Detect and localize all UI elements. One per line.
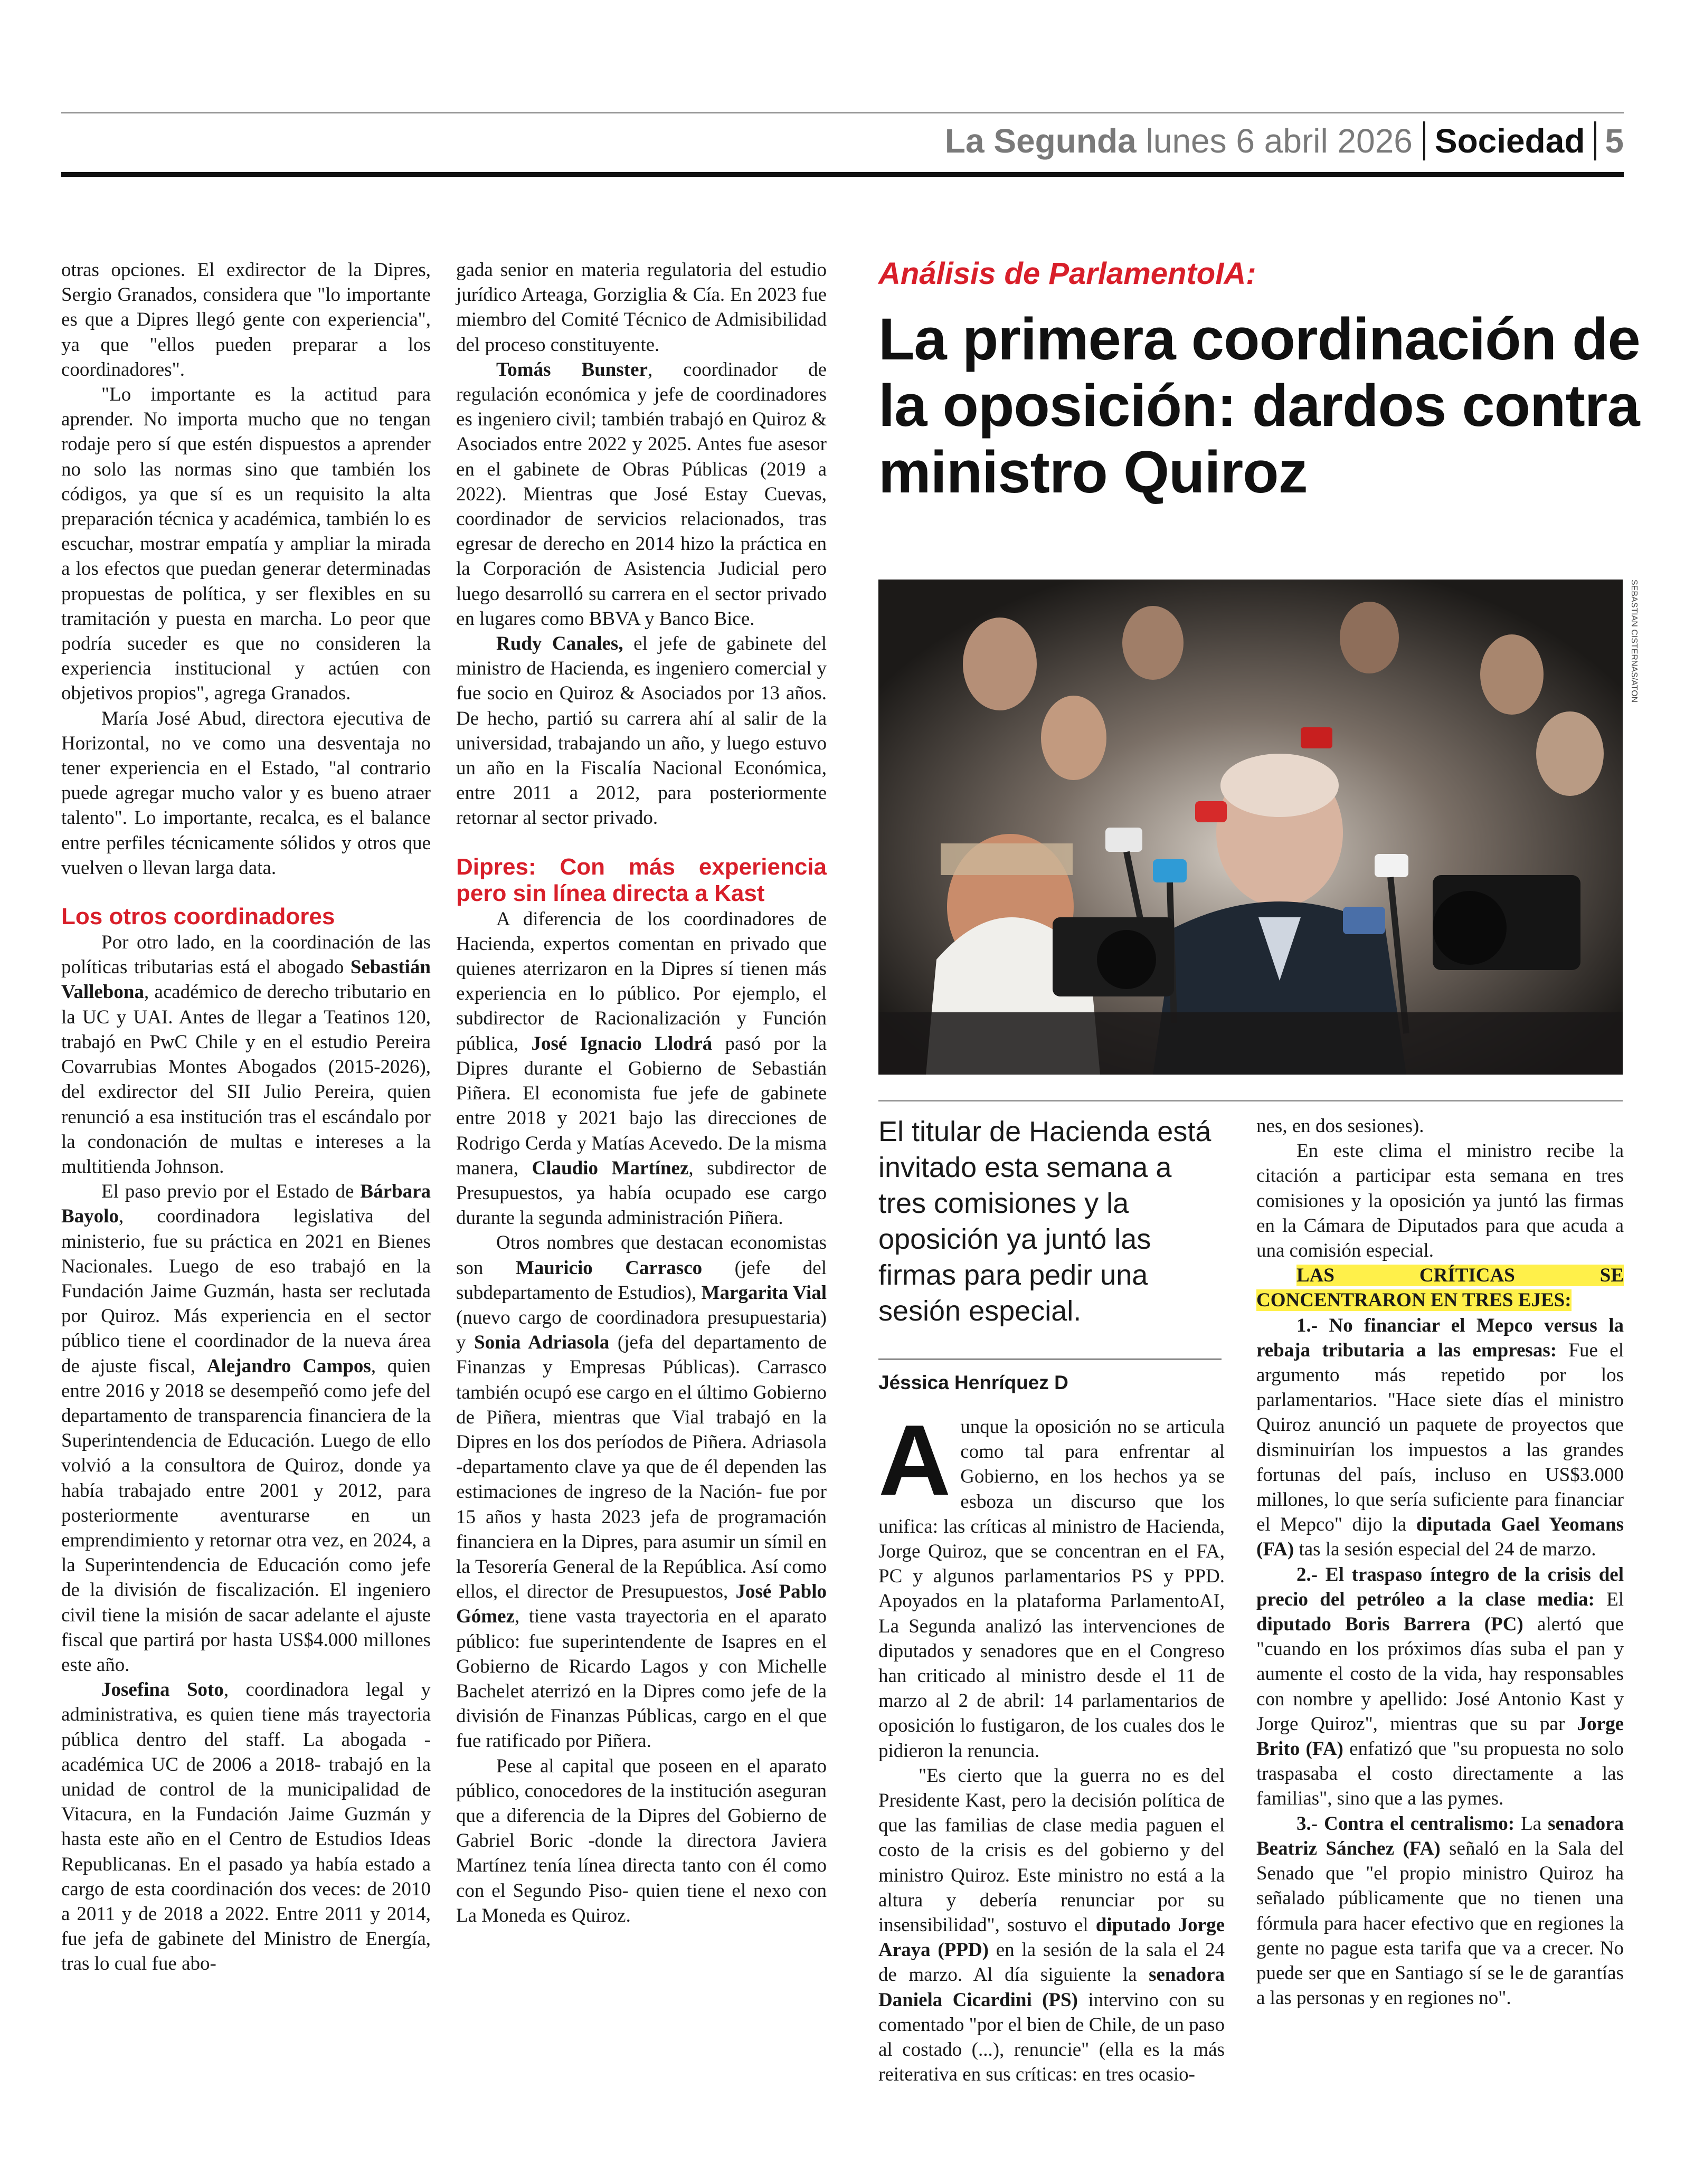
subheading-otros-coordinadores: Los otros coordinadores [61, 904, 335, 930]
lead-rule [878, 1359, 1222, 1360]
paragraph: 1.- No financiar el Mepco versus la rebaja tributaria a las empresas: Fue el argumento más repetido por los parlamentarios. "Hace siete días el ministro Quiroz anunció un paquete de proyectos que disminuirían los impuestos a las grandes fortunas del país, incluso en US$3.000 millones, lo que sería suficiente para financiar el Mepco" dijo la diputada Gael Yeomans (FA) tas la sesión especial del 24 de marzo. [1256, 1314, 1624, 1561]
kicker: Análisis de ParlamentoIA: [878, 257, 1256, 291]
section-name: Sociedad [1434, 122, 1585, 160]
top-rule [61, 112, 1624, 113]
column-1 [61, 258, 431, 1977]
photo-credit: SEBASTIAN CISTERNAS/ATON [1630, 580, 1639, 703]
paragraph: 2.- El traspaso íntegro de la crisis del precio del petróleo a la clase media: El diputado Boris Barrera (PC) alertó que "cuando en los próximos días suba el pan y aumente el costo de la vida, hay responsables con nombre y apellido: José Antonio Kast y Jorge Quiroz", mientras que su par Jorge Brito (FA) enfatizó que "su propuesta no solo traspasaba el costo directamente a las familias", sino que a las pymes. [1256, 1563, 1624, 1810]
paragraph: Tomás Bunster, coordinador de regulación económica y jefe de coordinadores es ingeniero civil; también trabajó en Quiroz & Asociados entre 2022 y 2025. Antes fue asesor en el gabinete de Obras Públicas (2019 a 2022). Mientras que José Estay Cuevas, coordinador de servicios relacionados, tras egresar de derecho en 2014 hizo la práctica en la Corporación de Asistencia Judicial pero luego desarrolló su carrera en el sector privado en lugares como BBVA y Banco Bice. [456, 358, 827, 630]
paragraph: Pese al capital que poseen en el aparato público, conocedores de la institución aseguran que a diferencia de la Dipres del Gobierno de Gabriel Boric -donde la directora Javiera Martínez tenía línea directa tanto con él como con el Segundo Piso- quien tiene el nexo con La Moneda es Quiroz. [456, 1755, 827, 1926]
header-rule [61, 172, 1624, 177]
masthead [61, 117, 1624, 165]
column-3 [878, 1404, 1225, 2087]
news-photo [878, 580, 1623, 1075]
column-4 [1256, 1114, 1624, 2010]
masthead-divider [1423, 121, 1425, 160]
paragraph: gada senior en materia regulatoria del estudio jurídico Arteaga, Gorziglia & Cía. En 2023 fue miembro del Comité Técnico de Admisibilidad del proceso constituyente. [456, 259, 827, 356]
paragraph: "Lo importante es la actitud para aprender. No importa mucho que no tengan rodaje pero sí que estén dispuestos a aprender no solo las normas sino que también los códigos, ya que sí es un requisito la alta preparación técnica y académica, también lo es escuchar, mostrar empatía y ampliar la mirada a los efectos que puedan generar determinadas propuestas de política, y ser flexibles en su tramitación y puesta en marcha. Lo peor que podría suceder es que no consideren la experiencia institucional y actúen con objetivos propios", agrega Granados. [61, 384, 431, 705]
paragraph: nes, en dos sesiones). [1256, 1115, 1424, 1137]
paragraph: El paso previo por el Estado de Bárbara Bayolo, coordinadora legislativa del ministerio, fue su práctica en 2021 en Bienes Nacionales. Luego de eso trabajó en la Fundación Jaime Guzmán, hasta ser reclutada por Quiroz. Más experiencia en el sector público tiene el coordinador de la nueva área de ajuste fiscal, Alejandro Campos, quien entre 2016 y 2018 se desempeñó como jefe del departamento de transparencia financiera de la Superintendencia de Educación. Luego de ello volvió a la consultora de Quiroz, donde ya había trabajado entre 2001 y 2012, para posteriormente aventurarse en un emprendimiento y retornar otra vez, en 2024, a la Superintendencia de Educación como jefe de la división de fiscalización. El ingeniero civil tiene la misión de sacar adelante el ajuste fiscal que partirá por hasta US$4.000 millones este año. [61, 1181, 431, 1676]
byline: Jéssica Henríquez D [878, 1372, 1068, 1393]
newspaper-brand: La Segunda [944, 122, 1137, 160]
photo-rule [878, 1100, 1623, 1102]
paragraph: 3.- Contra el centralismo: La senadora Beatriz Sánchez (FA) señaló en la Sala del Senado que "el propio ministro Quiroz ha señalado públicamente que no tienen una fórmula para hacer efectivo que en regiones la gente no pague esta tarifa que va a crecer. No puede ser que en Santiago sí se le de garantías a las personas y en regiones no". [1256, 1812, 1624, 2009]
paragraph: En este clima el ministro recibe la citación a participar esta semana en tres comisiones y la oposición ya juntó las firmas en la Cámara de Diputados para que acuda a una comisión especial. [1256, 1140, 1624, 1262]
highlighted-heading: LAS CRÍTICAS SE CONCENTRARON EN TRES EJES: [1256, 1265, 1624, 1312]
paragraph: otras opciones. El exdirector de la Dipres, Sergio Granados, considera que "lo importante es que a Dipres llegó gente con experiencia", ya que "ellos pueden preparar a los coordinadores". [61, 259, 431, 381]
masthead-divider [1594, 121, 1596, 160]
page-number: 5 [1605, 122, 1624, 160]
subheading-dipres: Dipres: Con más experiencia pero sin línea directa a Kast [456, 853, 827, 906]
paragraph: Aunque la oposición no se articula como tal para enfrentar al Gobierno, en los hechos ya se esboza un discurso que los unifica: las críticas al ministro de Hacienda, Jorge Quiroz, que se concentran en el FA, PC y algunos parlamentarios PS y PPD. Apoyados en la plataforma ParlamentoAI, La Segunda analizó las intervenciones de diputados y senadores que en el Congreso han criticado al ministro desde el 11 de marzo al 2 de abril: 14 parlamentarios de oposición lo fustigaron, de los cuales dos le pidieron la renuncia. [878, 1404, 1225, 1762]
paragraph: Rudy Canales, el jefe de gabinete del ministro de Hacienda, es ingeniero comercial y fue socio en Quiroz & Asociados por 13 años. De hecho, partió su carrera ahí al salir de la universidad, trabajando un año, y luego estuvo un año en la Fiscalía Nacional Económica, entre 2011 a 2012, para posteriormente retornar al sector privado. [456, 633, 827, 829]
headline: La primera coordinación de la oposición: dardos contra ministro Quiroz [878, 306, 1640, 505]
column-2 [456, 258, 827, 1928]
lead-paragraph: El titular de Hacienda está invitado esta semana a tres comisiones y la oposición ya juntó las firmas para pedir una sesión especial. [878, 1116, 1211, 1327]
paragraph: Josefina Soto, coordinadora legal y administrativa, es quien tiene más trayectoria pública dentro del staff. La abogada -académica UC de 2006 a 2018- trabajó en la unidad de control de la municipalidad de Vitacura, en la Fundación Jaime Guzmán y hasta este año en el Centro de Estudios Ideas Republicanas. En el pasado ya había estado a cargo de esta coordinación dos veces: de 2010 a 2011 y de 2018 a 2022. Entre 2011 y 2014, fue jefa de gabinete del Ministro de Energía, tras lo cual fue abo- [61, 1679, 431, 1975]
paragraph: A diferencia de los coordinadores de Hacienda, expertos comentan en privado que quienes aterrizaron en la Dipres sí tienen más experiencia en lo público. Por ejemplo, el subdirector de Racionalización y Función pública, José Ignacio Llodrá pasó por la Dipres durante el Gobierno de Sebastián Piñera. El economista fue jefe de gabinete entre 2018 y 2021 bajo las direcciones de Rodrigo Cerda y Matías Acevedo. De la misma manera, Claudio Martínez, subdirector de Presupuestos, ya había ocupado ese cargo durante la segunda administración Piñera. [456, 908, 827, 1229]
drop-cap: A [878, 1404, 951, 1516]
paragraph: "Es cierto que la guerra no es del Presidente Kast, pero la decisión política de que las familias de clase media paguen el costo de la crisis es del gobierno y del ministro Quiroz. Este ministro no está a la altura y debería renunciar por su insensibilidad", sostuvo el diputado Jorge Araya (PPD) en la sesión de la sala el 24 de marzo. Al día siguiente la senadora Daniela Cicardini (PS) intervino con su comentado "por el bien de Chile, de un paso al costado (...), renuncie" (ella es la más reiterativa en sus críticas: en tres ocasio- [878, 1764, 1225, 2086]
paragraph: Otros nombres que destacan economistas son Mauricio Carrasco (jefe del subdepartamento de Estudios), Margarita Vial (nuevo cargo de coordinadora presupuestaria) y Sonia Adriasola (jefa del departamento de Finanzas y Empresas Públicas). Carrasco también ocupó ese cargo en el último Gobierno de Piñera, mientras que Vial trabajó en la Dipres en los dos períodos de Piñera. Adriasola -departamento clave ya que de él dependen las estimaciones de ingreso de la Nación- fue por 15 años y hasta 2023 jefa de programación financiera en la Dipres, para asumir un símil en la Tesorería General de la República. Así como ellos, el director de Presupuestos, José Pablo Gómez, tiene vasta trayectoria en el aparato público: fue superintendente de Isapres en el Gobierno de Ricardo Lagos y con Michelle Bachelet aterrizó en la Dipres como jefe de la división de Finanzas Públicas, cargo en el que fue ratificado por Piñera. [456, 1232, 827, 1752]
paragraph: María José Abud, directora ejecutiva de Horizontal, no ve como una desventaja no tener experiencia en el Estado, "al contrario puede agregar mucho valor y es bueno atraer talento". Lo importante, recalca, es el balance entre perfiles técnicamente sólidos y otros que vuelven o llevan larga data. [61, 707, 431, 879]
paragraph: Por otro lado, en la coordinación de las políticas tributarias está el abogado Sebastián Vallebona, académico de derecho tributario en la UC y UAI. Antes de llegar a Teatinos 120, trabajó en PwC Chile y en el estudio Pereira Covarrubias Montes Abogados (2015-2026), del exdirector del SII Julio Pereira, quien renunció a esa institución tras el escándalo por la condonación de multas e intereses a la multitienda Johnson. [61, 932, 431, 1178]
press-scrum-illustration [878, 580, 1623, 1075]
paragraph [1256, 1263, 1624, 1313]
issue-date: lunes 6 abril 2026 [1146, 122, 1413, 160]
